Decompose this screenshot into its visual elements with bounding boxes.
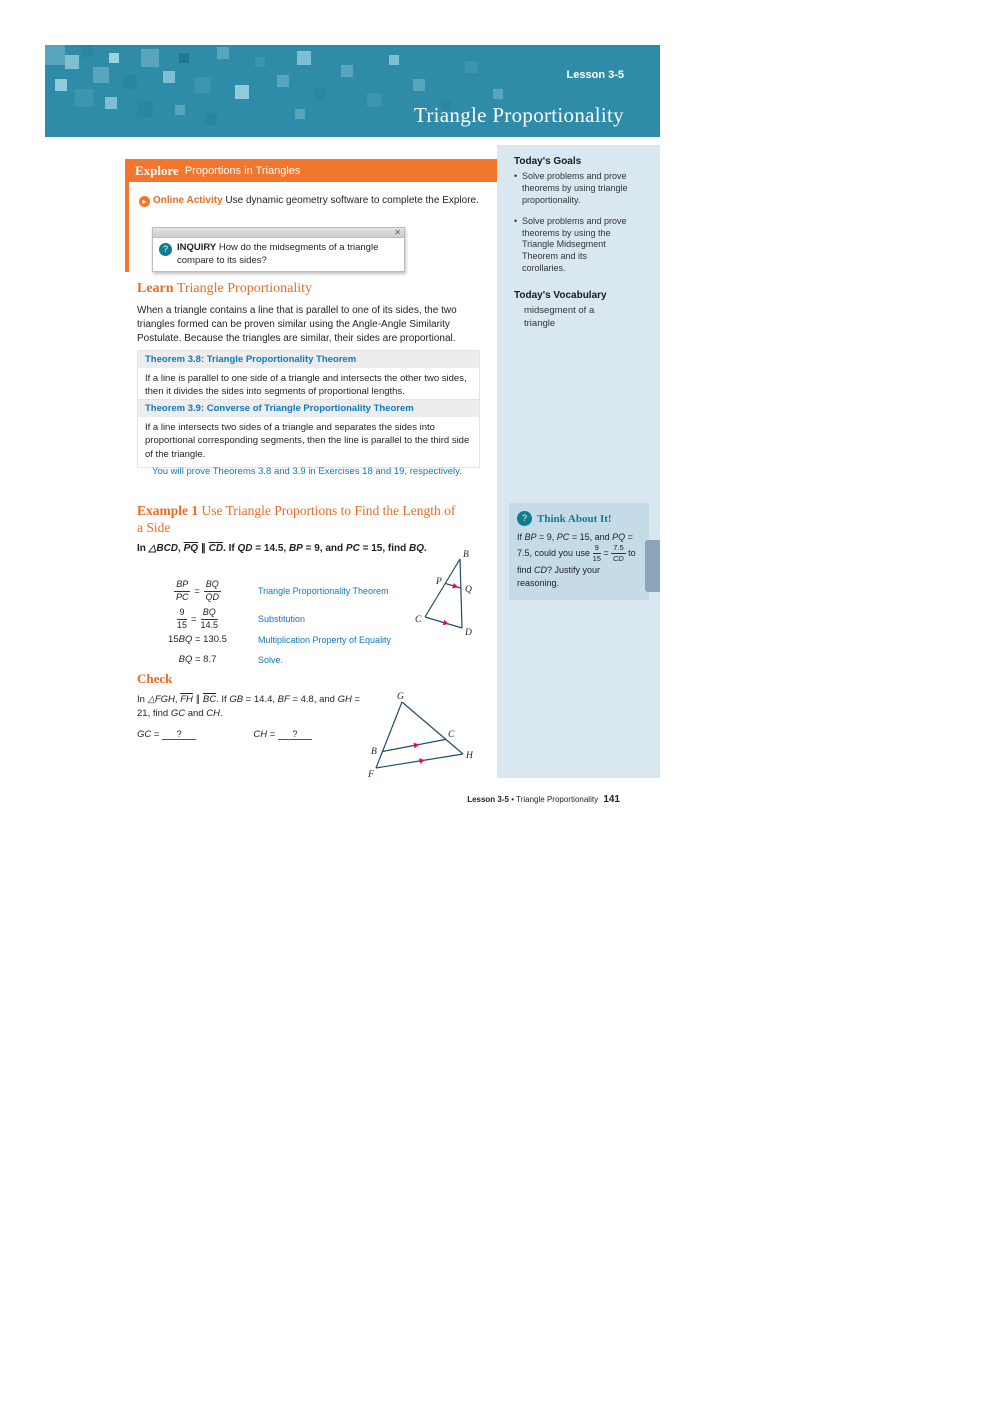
- step-reason: Multiplication Property of Equality: [258, 634, 392, 645]
- vertex-label-C: C: [415, 615, 422, 625]
- var: BP: [288, 543, 303, 554]
- segment-name: $\overline{FH}$: [180, 694, 193, 705]
- todays-goals-heading: Today's Goals: [514, 156, 582, 167]
- check-problem: [137, 693, 375, 722]
- text: ,: [178, 543, 184, 554]
- var: GH: [337, 694, 352, 705]
- page-title: Triangle Proportionality: [413, 103, 624, 127]
- text: to find: [517, 548, 636, 575]
- var: BQ: [178, 654, 193, 665]
- var: CD: [534, 564, 548, 575]
- text: .: [219, 708, 223, 720]
- vertex-label-B: B: [371, 747, 377, 757]
- example1-label: Example 1: [137, 503, 199, 518]
- page-footer: [240, 794, 620, 805]
- goal-item: [514, 216, 636, 275]
- online-activity-icon: ▸: [139, 196, 150, 207]
- check-label: Check: [137, 671, 173, 686]
- lesson-tag: Lesson 3-5: [566, 69, 624, 81]
- triangle-name: △BCD: [148, 543, 179, 554]
- sidebar-edge-tab[interactable]: [645, 540, 660, 592]
- vertex-label-D: D: [465, 628, 472, 638]
- fraction: $\frac{BP}{PC}$: [175, 578, 189, 602]
- equals-sign: =: [190, 613, 197, 625]
- think-about-it-box: [509, 503, 649, 600]
- text: = 8.7: [192, 654, 217, 665]
- segment-name: $\overline{BC}$: [202, 694, 217, 705]
- var: GB: [229, 694, 244, 705]
- text: = 21, find: [137, 694, 361, 720]
- think-about-it-text: [517, 531, 637, 590]
- think-about-it-heading: Think About It!: [537, 512, 612, 525]
- vocabulary-term: midsegment of a triangle: [524, 305, 595, 329]
- close-icon[interactable]: ✕: [394, 228, 401, 237]
- theorem-body: If a line is parallel to one side of a triangle and intersects the other two sides, then it divides the sides into segments of proportional lengths.: [138, 368, 479, 405]
- var: PC: [556, 532, 570, 542]
- learn-intro-paragraph: When a triangle contains a line that is parallel to one of its sides, the two triangles formed can be proven similar using the Angle-Angle Similarity Postulate. Because the triangles are similar, their sides are proportional.: [137, 305, 457, 344]
- check-heading: [137, 671, 172, 687]
- text: If: [517, 532, 525, 542]
- inquiry-question: How do the midsegments of a triangle compare to its sides?: [177, 242, 379, 266]
- explore-left-rule: [125, 182, 129, 272]
- text: = 15, and: [569, 532, 613, 542]
- parallel-symbol: ∥: [192, 694, 203, 705]
- page-number: 141: [603, 794, 620, 805]
- learn-subtitle: Triangle Proportionality: [176, 281, 313, 296]
- equals-sign: =: [151, 729, 163, 740]
- var: CH: [206, 708, 220, 720]
- vertex-label-H: H: [466, 751, 473, 761]
- goal-item: [514, 171, 636, 207]
- text: = 14.5,: [252, 543, 289, 554]
- answer-blank-gc[interactable]: ?: [162, 729, 196, 740]
- text: . If: [216, 694, 230, 705]
- equals-sign: =: [603, 548, 609, 559]
- footer-title: Triangle Proportionality: [516, 795, 599, 804]
- online-activity-link[interactable]: Online Activity: [153, 195, 223, 206]
- theorem-box-3-8: [137, 350, 480, 406]
- var: GC: [170, 708, 186, 720]
- online-activity-text: Use dynamic geometry software to complete the Explore.: [222, 195, 479, 206]
- inquiry-titlebar: [153, 228, 404, 238]
- segment-name: $\overline{CD}$: [208, 543, 224, 554]
- segment-name: $\overline{PQ}$: [183, 543, 199, 554]
- var: PQ: [612, 532, 626, 542]
- example1-subtitle: Use Triangle Proportions to Find the Length of a Side: [137, 503, 456, 535]
- inquiry-window: [152, 227, 405, 272]
- explore-header-bar: [125, 159, 497, 182]
- text: = 9,: [536, 532, 557, 542]
- theorem-title: Theorem 3.9: Converse of Triangle Proportionality Theorem: [138, 400, 479, 417]
- inquiry-label: INQUIRY: [177, 242, 217, 253]
- vertex-label-B: B: [463, 550, 469, 560]
- goal-text: Solve problems and prove theorems by using triangle proportionality.: [522, 171, 628, 205]
- bullet: •: [514, 171, 518, 181]
- prove-note: You will prove Theorems 3.8 and 3.9 in Exercises 18 and 19, respectively.: [152, 466, 462, 477]
- learn-heading: [137, 280, 487, 298]
- parallel-mark-cd: [443, 620, 450, 627]
- text: In: [137, 543, 149, 554]
- think-about-it-icon: ?: [517, 511, 532, 526]
- check-answers: [137, 729, 387, 740]
- coefficient: 15: [168, 634, 179, 645]
- triangle-name: △FGH: [147, 694, 175, 705]
- text: .: [424, 543, 427, 554]
- text: In: [137, 694, 148, 705]
- inquiry-text: [177, 242, 398, 268]
- text: = 15, find: [359, 543, 410, 554]
- var: BP: [524, 532, 537, 542]
- theorem-box-3-9: [137, 399, 480, 468]
- var: GC: [137, 729, 152, 740]
- todays-goals-list: [514, 171, 636, 284]
- var: QD: [237, 543, 253, 554]
- fraction: $\frac{9}{15}$: [592, 543, 601, 564]
- var: BF: [277, 694, 290, 705]
- var: PC: [345, 543, 360, 554]
- parallel-mark-pq: [452, 583, 459, 590]
- theorem-body: If a line intersects two sides of a triangle and separates the sides into proportional corresponding segments, then the line is parallel to the third side of the triangle.: [138, 417, 479, 467]
- fraction: $\frac{9}{15}$: [176, 606, 187, 630]
- text: . If: [223, 543, 238, 554]
- fraction: $\frac{BQ}{14.5}$: [200, 606, 219, 630]
- sidebar: [497, 145, 660, 778]
- vertex-label-G: G: [397, 692, 404, 702]
- equation-step-4: [137, 652, 492, 667]
- step-reason: Substitution: [258, 614, 306, 624]
- vertex-label-Q: Q: [465, 585, 472, 595]
- text: ,: [174, 694, 181, 705]
- example1-problem: [137, 542, 437, 557]
- text: = 9, and: [302, 543, 346, 554]
- bullet: •: [514, 215, 518, 226]
- vertex-label-P: P: [436, 577, 442, 587]
- explore-subtitle: Proportions in Triangles: [184, 164, 301, 177]
- fraction: $\frac{BQ}{QD}$: [205, 578, 220, 602]
- footer-lesson: Lesson 3-5: [467, 795, 509, 804]
- text: = 4.8, and: [289, 694, 338, 705]
- text: = 7.5, could you use: [517, 532, 633, 559]
- example1-heading: [137, 503, 459, 537]
- var: BQ: [409, 543, 425, 554]
- text: = 14.4,: [243, 694, 278, 705]
- explore-label: Explore: [135, 162, 179, 178]
- text: = 130.5: [192, 634, 227, 645]
- fraction: $\frac{7.5}{CD}$: [613, 543, 624, 564]
- todays-vocabulary-heading: Today's Vocabulary: [514, 290, 607, 301]
- vertex-label-F: F: [368, 770, 374, 780]
- text: ? Justify your reasoning.: [517, 564, 601, 588]
- var: BQ: [178, 634, 193, 645]
- answer-blank-ch[interactable]: ?: [278, 729, 312, 740]
- step-reason: Solve.: [258, 654, 284, 665]
- header-banner: [45, 45, 660, 137]
- check-triangle-diagram: [363, 690, 473, 780]
- inquiry-icon: ?: [159, 243, 172, 256]
- footer-separator: •: [511, 795, 515, 804]
- equals-sign: =: [194, 585, 200, 597]
- online-activity-line: [139, 194, 483, 208]
- learn-label: Learn: [137, 281, 174, 296]
- theorem-title: Theorem 3.8: Triangle Proportionality Theorem: [138, 351, 479, 368]
- parallel-symbol: ∥: [198, 543, 209, 554]
- example1-triangle-diagram: [408, 543, 483, 638]
- vertex-label-C: C: [448, 730, 455, 740]
- equals-sign: =: [267, 729, 278, 740]
- text: and: [185, 708, 207, 720]
- var: CH: [253, 729, 268, 740]
- goal-text: Solve problems and prove theorems by using the Triangle Midsegment Theorem and its corollaries.: [522, 215, 627, 274]
- step-reason: Triangle Proportionality Theorem: [258, 586, 389, 596]
